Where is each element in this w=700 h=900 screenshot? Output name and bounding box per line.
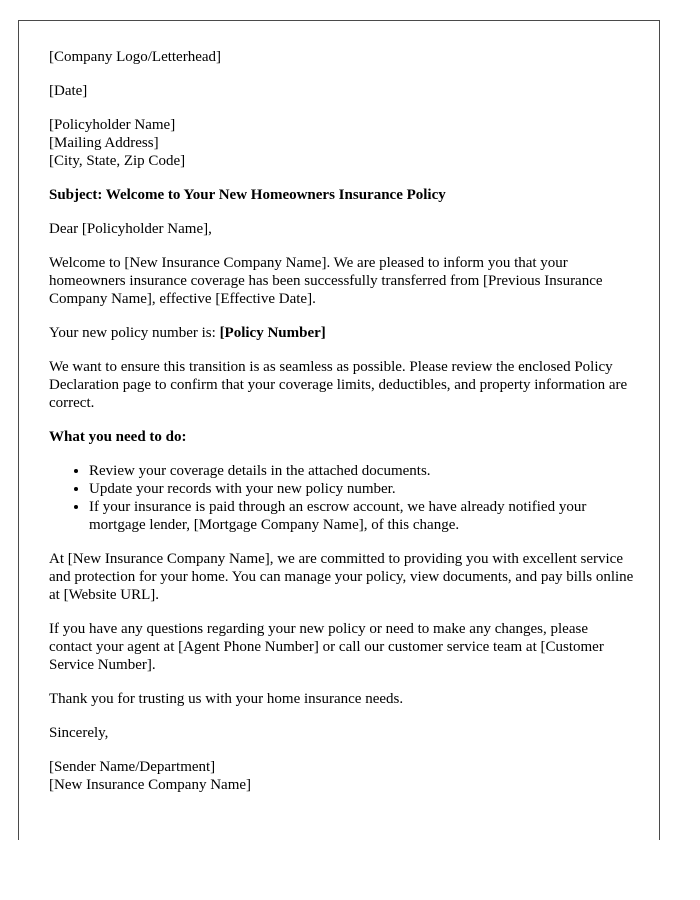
- sender-name: [Sender Name/Department]: [49, 759, 216, 775]
- letter-page: [18, 20, 660, 840]
- closing: Sincerely,: [49, 725, 109, 741]
- recipient-block: [49, 116, 634, 170]
- recipient-name: [Policyholder Name]: [49, 117, 176, 133]
- recipient-address: [Mailing Address]: [49, 135, 159, 151]
- letter-body: [49, 48, 634, 810]
- letter-date: [Date]: [49, 83, 88, 99]
- todo-item: • Update your records with your new policy number.: [89, 480, 634, 498]
- letterhead: [Company Logo/Letterhead]: [49, 49, 222, 65]
- todo-heading: What you need to do:: [49, 429, 187, 445]
- policy-number-line: [49, 324, 634, 342]
- questions-paragraph: If you have any questions regarding your new policy or need to make any changes, please contact your agent at [Agent Phone Number] or call our customer service team at [Customer Service Number].: [49, 621, 604, 673]
- todo-item: • Review your coverage details in the attached documents.: [89, 462, 634, 480]
- policy-number-label: Your new policy number is:: [49, 325, 220, 341]
- thanks-line: Thank you for trusting us with your home insurance needs.: [49, 691, 404, 707]
- policy-number-value: [Policy Number]: [219, 325, 326, 341]
- recipient-city-state-zip: [City, State, Zip Code]: [49, 153, 186, 169]
- signature-block: [49, 758, 634, 794]
- salutation: Dear [Policyholder Name],: [49, 221, 212, 237]
- todo-list: [49, 462, 634, 534]
- letter-subject: Subject: Welcome to Your New Homeowners Insurance Policy: [49, 187, 446, 203]
- transition-paragraph: We want to ensure this transition is as seamless as possible. Please review the enclosed Policy Declaration page to confirm that your coverage limits, deductibles, and property information are correct.: [49, 359, 628, 411]
- intro-paragraph: Welcome to [New Insurance Company Name]. We are pleased to inform you that your homeowners insurance coverage has been successfully transferred from [Previous Insurance Company Name], effective [Effective Date].: [49, 255, 603, 307]
- sender-company: [New Insurance Company Name]: [49, 777, 252, 793]
- commitment-paragraph: At [New Insurance Company Name], we are committed to providing you with excellent service and protection for your home. You can manage your policy, view documents, and pay bills online at [Website URL].: [49, 551, 634, 603]
- todo-item: • If your insurance is paid through an escrow account, we have already notified your mortgage lender, [Mortgage Company Name], of this change.: [89, 498, 634, 534]
